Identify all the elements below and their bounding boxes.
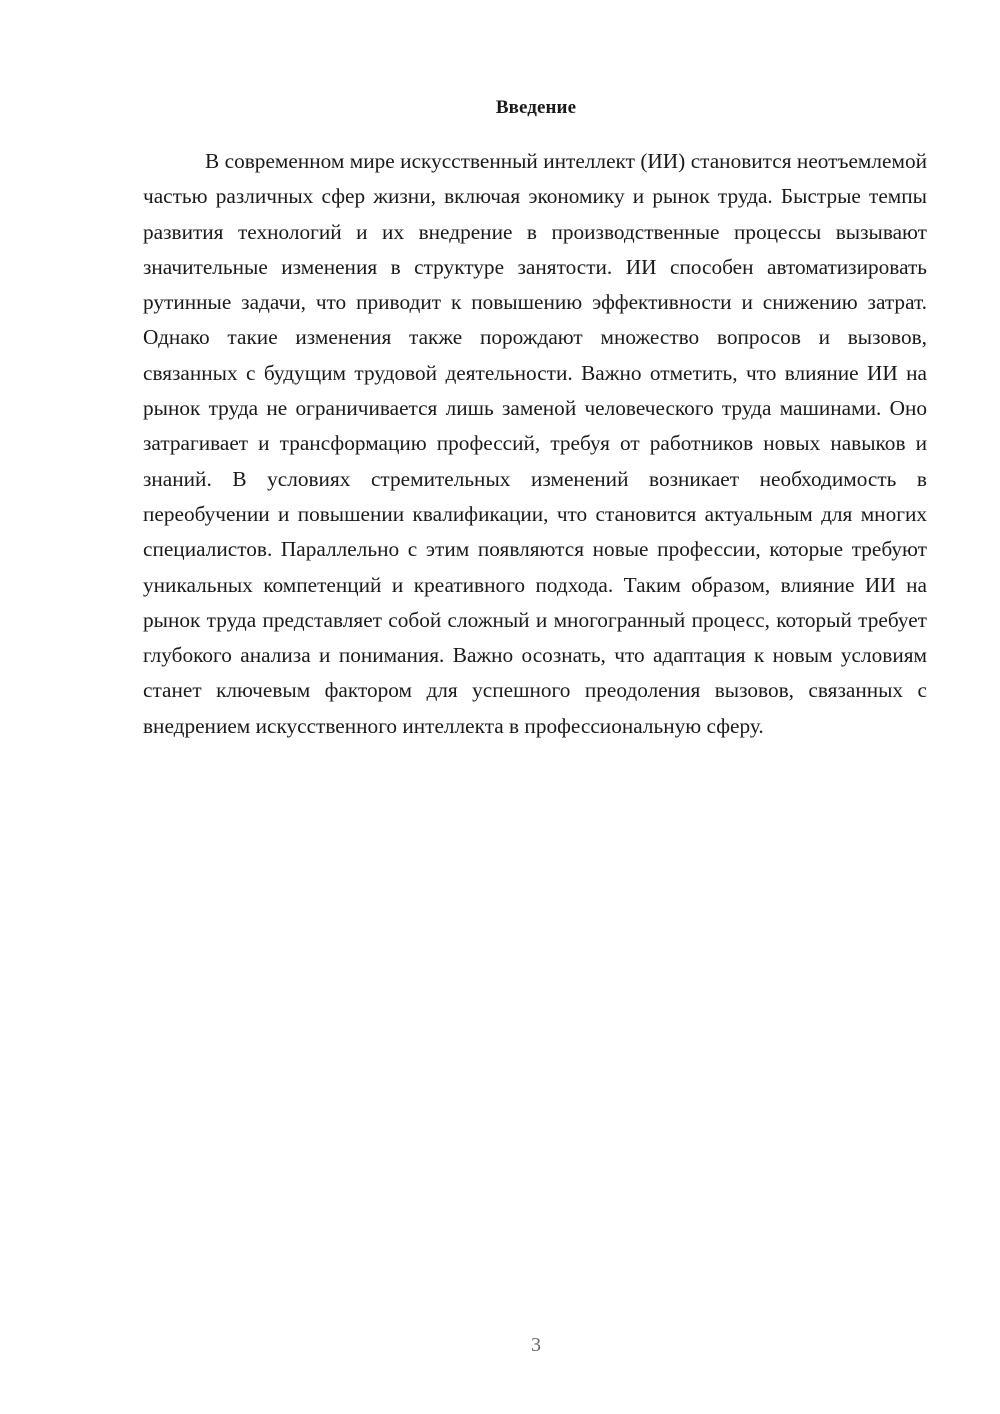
page-number: 3	[531, 1334, 541, 1356]
section-heading: Введение	[495, 97, 577, 118]
body-paragraph: В современном мире искусственный интеллект (ИИ) становится неотъемлемой частью различных сфер жизни, включая экономику и рынок труда. Быстрые темпы развития технологий и их внедрение в производственные процессы вызывают значительные изменения в структуре занятости. ИИ способен автоматизировать рутинные задачи, что приводит к повышению эффективности и снижению затрат. Однако такие изменения также порождают множество вопросов и вызовов, связанных с будущим трудовой деятельности. Важно отметить, что влияние ИИ на рынок труда не ограничивается лишь заменой человеческого труда машинами. Оно затрагивает и трансформацию профессий, требуя от работников новых навыков и знаний. В условиях стремительных изменений возникает необходимость в переобучении и повышении квалификации, что становится актуальным для многих специалистов. Параллельно с этим появляются новые профессии, которые требуют уникальных компетенций и креативного подхода. Таким образом, влияние ИИ на рынок труда представляет собой сложный и многогранный процесс, который требует глубокого анализа и понимания. Важно осознать, что адаптация к новым условиям станет ключевым фактором для успешного преодоления вызовов, связанных с внедрением искусственного интеллекта в профессиональную сферу.	[143, 149, 927, 738]
